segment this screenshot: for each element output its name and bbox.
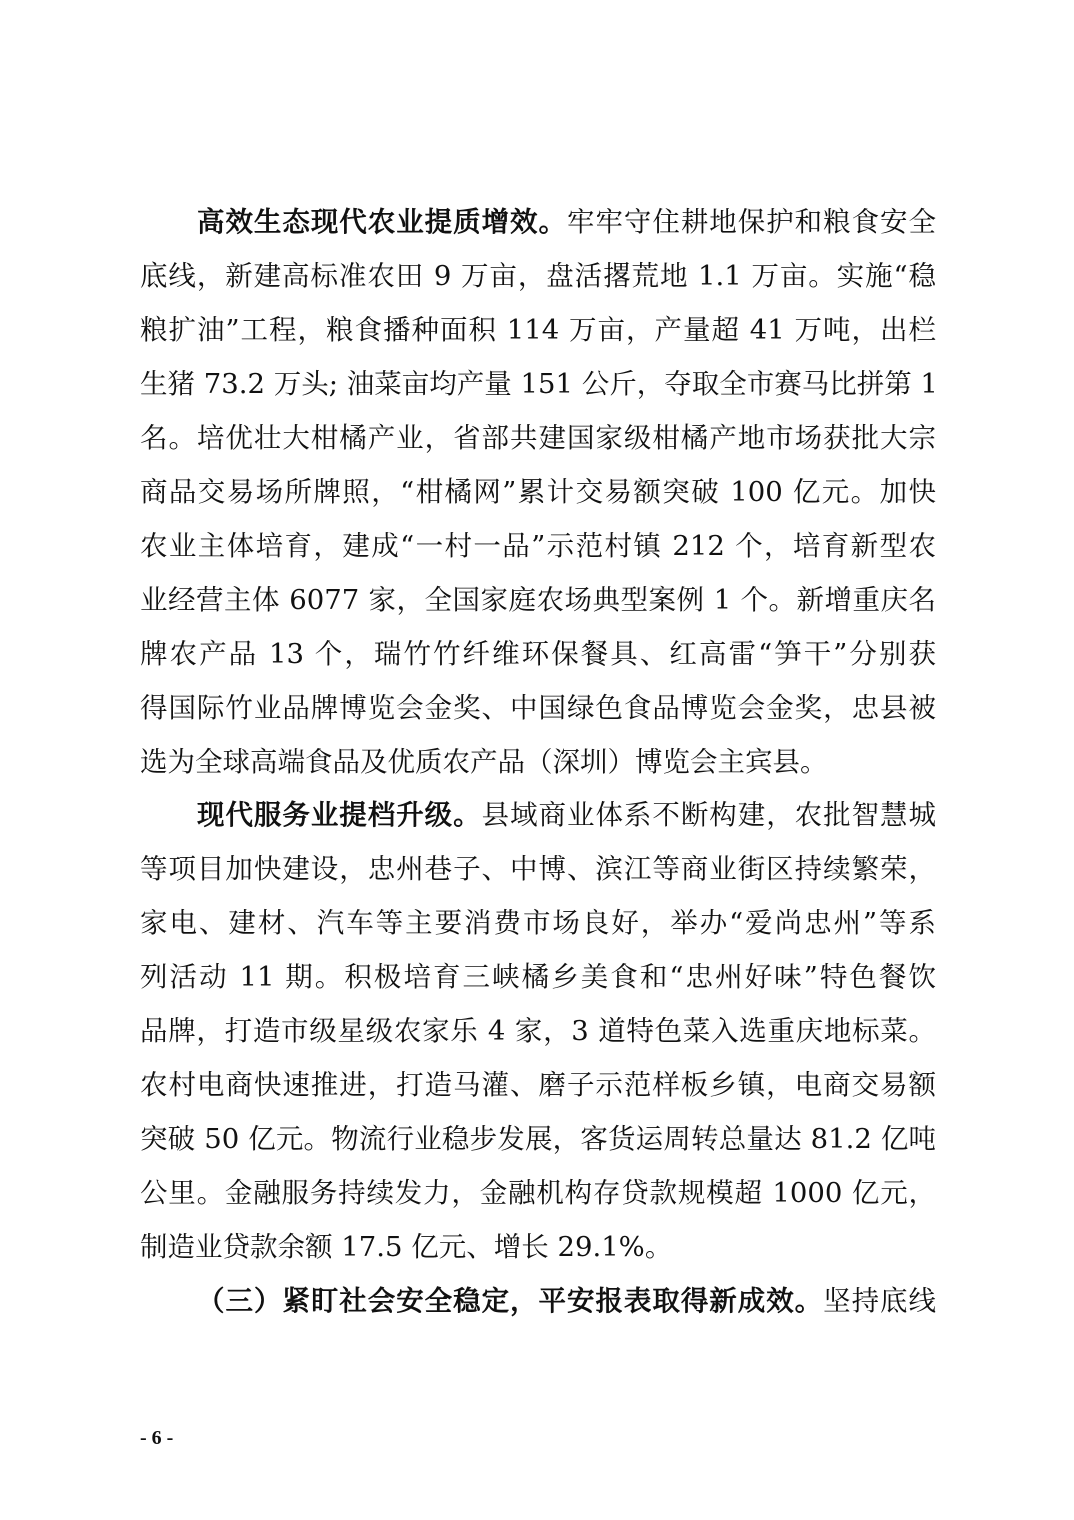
paragraph-1-line-7: 农业主体培育，建成“一村一品”示范村镇 212 个，培育新型农: [140, 530, 936, 562]
paragraph-1-line-10: 得国际竹业品牌博览会金奖、中国绿色食品博览会金奖，忠县被: [140, 692, 936, 724]
paragraph-1-line-1: [197, 197, 936, 247]
paragraph-2-line-4: 列活动 11 期。积极培育三峡橘乡美食和“忠州好味”特色餐饮: [140, 961, 936, 993]
paragraph-2-line-8: 公里。金融服务持续发力，金融机构存贷款规模超 1000 亿元，: [140, 1177, 936, 1209]
paragraph-1-line-8: 业经营主体 6077 家，全国家庭农场典型案例 1 个。新增重庆名: [140, 584, 936, 616]
paragraph-1-line-9: 牌农产品 13 个，瑞竹竹纤维环保餐具、红高雷“笋干”分别获: [140, 638, 936, 670]
paragraph-2-line-1: [197, 790, 936, 840]
paragraph-1-line-5: 名。培优壮大柑橘产业，省部共建国家级柑橘产地市场获批大宗: [140, 422, 936, 454]
paragraph-2-line-7: 突破 50 亿元。物流行业稳步发展，客货运周转总量达 81.2 亿吨: [140, 1123, 936, 1155]
paragraph-2-line-5: 品牌，打造市级星级农家乐 4 家，3 道特色菜入选重庆地标菜。: [140, 1015, 936, 1047]
paragraph-1-line-4: 生猪 73.2 万头; 油菜亩均产量 151 公斤，夺取全市赛马比拼第 1: [140, 368, 938, 400]
paragraph-1-line-3: 粮扩油”工程，粮食播种面积 114 万亩，产量超 41 万吨，出栏: [140, 314, 936, 346]
paragraph-1-line-1-text: 牢牢守住耕地保护和粮食安全: [566, 206, 937, 238]
paragraph-1-line-11: 选为全球高端食品及优质农产品（深圳）博览会主宾县。: [140, 746, 828, 778]
paragraph-2-heading: 现代服务业提档升级。: [197, 799, 482, 831]
paragraph-2-line-3: 家电、建材、汽车等主要消费市场良好，举办“爱尚忠州”等系: [140, 907, 936, 939]
paragraph-2-line-2: 等项目加快建设，忠州巷子、中博、滨江等商业街区持续繁荣，: [140, 853, 936, 885]
paragraph-1-line-2: 底线，新建高标准农田 9 万亩，盘活撂荒地 1.1 万亩。实施“稳: [140, 260, 936, 292]
page-number: - 6 -: [140, 1427, 174, 1449]
paragraph-2-line-1-text: 县域商业体系不断构建，农批智慧城: [481, 799, 937, 831]
paragraph-3-line-1-text: 坚持底线: [823, 1285, 937, 1317]
paragraph-3-heading: （三）紧盯社会安全稳定，平安报表取得新成效。: [197, 1285, 824, 1317]
paragraph-1-heading: 高效生态现代农业提质增效。: [197, 206, 567, 238]
paragraph-2-line-9: 制造业贷款余额 17.5 亿元、增长 29.1%。: [140, 1231, 673, 1263]
paragraph-1-line-6: 商品交易场所牌照，“柑橘网”累计交易额突破 100 亿元。加快: [140, 476, 936, 508]
paragraph-2-line-6: 农村电商快速推进，打造马灌、磨子示范样板乡镇，电商交易额: [140, 1069, 936, 1101]
paragraph-3-line-1: [197, 1276, 936, 1326]
